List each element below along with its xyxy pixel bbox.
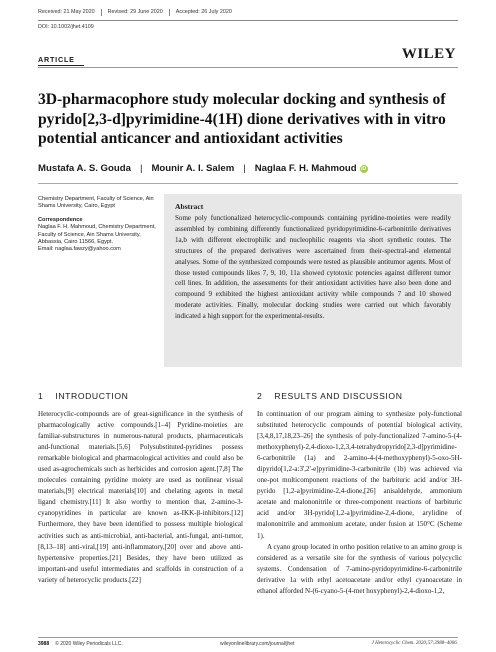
results-column [257,409,462,597]
accepted-date: Accepted: 26 July 2020 [175,9,232,15]
revised-date: Revised: 29 June 2020 [107,9,163,15]
article-title: 3D-pharmacophore study molecular docking and synthesis of pyrido[2,3-d]pyrimidine-4(1H) dione derivatives with in vitro potential anticancer and antioxidant activities [38,91,446,147]
footer-rule [38,637,458,638]
section-title: INTRODUCTION [55,391,129,401]
received-date: Received: 21 May 2020 [38,9,95,15]
section-label: ARTICLE [38,55,75,64]
masthead-rule [38,67,458,68]
intro-column [38,409,243,586]
orcid-icon[interactable]: iD [361,166,367,172]
author-name[interactable]: Mounir A. I. Salem [151,163,235,174]
section-number: 1 [38,391,44,401]
page-number: 3988 [38,641,50,647]
author-list [38,163,368,174]
section-label-underline [38,65,84,66]
affiliation-department: Chemistry Department, Faculty of Science, Ain Shams University, Cairo, Egypt [38,196,154,210]
abstract-text: Some poly functionalized heterocyclic-compounds containing pyridine-moieties were readily assembled by combining differently functionalized pyridopyrimidine-6-carbonitrile derivatives 1a,b with different electrophilic and nucleophilic reagents via short synthetic routes. The structures of the prepared derivatives were ascertained from their-spectral-and elemental analyses. Some of the synthesized compounds were tested as plausible antitumor agents. Most of those tested compounds likes 7, 9, 10, 11a showed cytotoxic potencies against different tumor cell lines. In addition, the assessments for their antioxidant activities have also been done and compound 9 exhibited the highest antioxidant activity while compounds 7 and 10 showed moderate activities. Finally, molecular docking studies were carried out which favorably indicated a high support for the experimental-results. [175,214,451,321]
results-paragraph: In continuation of our program aiming to synthesize poly-functional substituted heterocyclic compounds of potential biological activity,[3,4,8,17,18,23–26] the synthesis of poly-functionalized 7-amino-5-(4-methoxyphenyl)-2,4-dioxo-1,2,3,4-tetrahydropyrido[2,3-d]pyrimidine-6-carbonitrile (1a) and 2-amino-4-(4-methoxyphenyl)-5-oxo-5H-dipyrido[1,2-a:3',2'-e]pyrimidine-3-carbonitrile (1b) was achieved via one-pot multicomponent reactions of the barbituric acid and/or 3H-pyrido [1,2-a]pyrimidine-2,4-dione,[26] anisaldehyde, ammonium acetate and malononitrile or three-component reactions of barbituric acid and/or 3H-pyrido[1,2-a]pyrimidine-2,4-dione, arylidine of malononitrile and ammonium acetate, under fusion at 150°C (Scheme 1). [257,410,462,540]
author-name[interactable]: Mustafa A. S. Gouda [38,163,131,174]
doi[interactable]: DOI: 10.1002/jhet.4109 [38,24,94,30]
author-separator: | [243,163,246,174]
submission-dates [38,9,232,16]
intro-paragraph: Heterocyclic-compounds are of great-significance in the synthesis of pharmacologically active compounds.[1–4] Pyridine-moieties are familiar-substructures in numerous-natural products, pharmaceuticals and-functional materials.[5,6] Polysubstituted-pyridines possess remarkable biological and pharmacological activities and could also be used as-agrochemicals such as herbicides and corrosion agent.[7,8] The molecules containing pyridine moiety are used as nonlinear visual materials,[9] electrical materials[10] and chelating agents in metal ligand chemistry.[11] It also worthy to mention that, 2-amino-3-cyanopyridines in particular are known as-IKK-β-inhibitors.[12] Furthermore, they have been identified to possess multiple biological activities such as anti-microbial, anti-bacterial, anti-fungal, anti-tumor,[8,13–18] anti-viral,[19] anti-inflammatory,[20] over and above anti-hypertensive properties.[21] Besides, they have been utilized as important-and useful intermediates and scaffolds in construction of a variety of heterocyclic products.[22] [38,410,243,584]
correspondence-address: Naglaa F. H. Mahmoud, Chemistry Department, Faculty of Science, Ain Shams University, Abbassia, Cairo 11566, Egypt. [38,224,156,246]
results-heading [257,391,403,401]
correspondence-heading: Correspondence [38,216,83,223]
copyright: © 2020 Wiley Periodicals LLC. [55,641,123,647]
divider [101,9,102,16]
section-number: 2 [257,391,263,401]
author-rule [38,183,458,184]
divider [169,9,170,16]
intro-heading [38,391,128,401]
journal-citation: J Heterocyclic Chem. 2020;57:3988–4006. [371,641,458,646]
header-rule [38,20,458,21]
abstract-heading: Abstract [175,202,204,211]
author-separator: | [139,163,143,174]
abstract-box [164,194,462,367]
affiliation-block [38,196,156,254]
journal-url[interactable]: wileyonlinelibrary.com/journal/jhet [220,641,295,647]
results-paragraph: A cyano group located in ortho position relative to an amino group is considered as a versatile site for the synthesis of various polycyclic systems. Condensation of 7-amino-pyridopyrimidine-6-carbonitrile derivative 1a with ethyl acetoacetate and/or ethyl cyanoacetate in ethanol afforded N-(6-cyano-5-(4-met hoxyphenyl)-2,4-dioxo-1,2, [257,542,462,595]
author-name[interactable]: Naglaa F. H. Mahmoud [254,163,357,174]
correspondence-email[interactable]: Email: naglaa.fawzy@yahoo.com [38,246,121,253]
section-title: RESULTS AND DISCUSSION [274,391,403,401]
footer-left [38,641,123,647]
publisher-logo: WILEY [401,46,456,62]
